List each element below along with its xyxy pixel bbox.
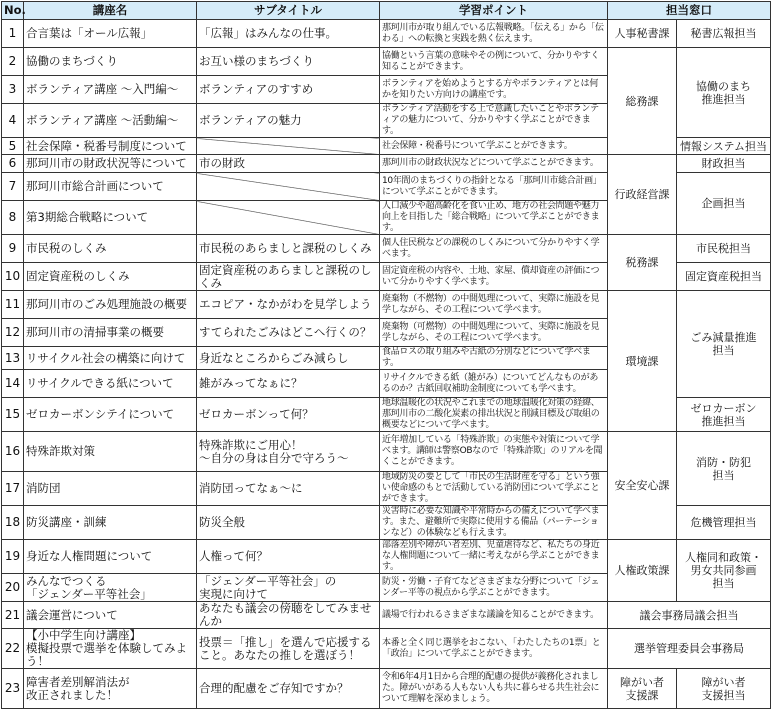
course-title: リサイクル社会の構築に向けて — [24, 347, 197, 370]
learning-point: 本番と全く同じ選挙をおこない、「わたしたちの1票」と「政治」について学ぶことができます。 — [380, 629, 608, 669]
learning-point: 防災・労働・子育てなどさまざまな分野について「ジェンダー平等の視点から学ぶことができます。 — [380, 574, 608, 602]
course-subtitle: 消防団ってなぁ～に — [197, 472, 380, 506]
course-subtitle: 人権って何？ — [197, 540, 380, 574]
table-row — [2, 235, 771, 263]
learning-point: 10年間のまちづくりの指針となる「那珂川市総合計画」について学ぶことができます。 — [380, 173, 608, 201]
row-number: 18 — [2, 506, 24, 540]
course-subtitle: 合理的配慮をご存知ですか？ — [197, 669, 380, 709]
row-number: 15 — [2, 398, 24, 432]
table-body — [2, 20, 771, 709]
course-title: 防災講座・訓練 — [24, 506, 197, 540]
contact-office: 選挙管理委員会事務局 — [608, 629, 771, 669]
table-row — [2, 48, 771, 76]
row-number: 13 — [2, 347, 24, 370]
row-number: 23 — [2, 669, 24, 709]
row-number: 20 — [2, 574, 24, 602]
contact-team: 協働のまち 推進担当 — [677, 48, 771, 138]
learning-point: 個人住民税などの課税のしくみについて分かりやすく学べます。 — [380, 235, 608, 263]
course-subtitle: ゼロカーボンって何？ — [197, 398, 380, 432]
course-subtitle: エコピア・なかがわを見学しよう — [197, 291, 380, 319]
course-title: 那珂川市のごみ処理施設の概要 — [24, 291, 197, 319]
row-number: 16 — [2, 432, 24, 472]
table-row — [2, 20, 771, 48]
course-table — [1, 1, 771, 709]
table-row — [2, 602, 771, 629]
header-subtitle: サブタイトル — [197, 2, 380, 20]
row-number: 3 — [2, 76, 24, 104]
row-number: 22 — [2, 629, 24, 669]
contact-department: 人権政策課 — [608, 540, 677, 602]
course-title: 那珂川市の清掃事業の概要 — [24, 319, 197, 347]
table-row — [2, 291, 771, 319]
course-title: 合言葉は「オール広報」 — [24, 20, 197, 48]
header-title: 講座名 — [24, 2, 197, 20]
contact-team: ゼロカーボン 推進担当 — [677, 398, 771, 432]
learning-point: 部落差別や障がい者差別、児童虐待など、私たちの身近な人権問題について一緒に考えながら学ぶことができます。 — [380, 540, 608, 574]
contact-team: 企画担当 — [677, 173, 771, 235]
learning-point: 協働という言葉の意味やその例について、分かりやすく知ることができます。 — [380, 48, 608, 76]
learning-point: 那珂川市が取り組んでいる広報戦略。「伝える」から「伝わる」への転換と実践を熱く伝えます。 — [380, 20, 608, 48]
course-subtitle: 「広報」はみんなの仕事。 — [197, 20, 380, 48]
course-subtitle: すてられたごみはどこへ行くの？ — [197, 319, 380, 347]
learning-point: 那珂川市の財政状況などについて学ぶことができます。 — [380, 155, 608, 173]
course-title: 身近な人権問題について — [24, 540, 197, 574]
row-number: 21 — [2, 602, 24, 629]
row-number: 17 — [2, 472, 24, 506]
course-title: みんなでつくる 「ジェンダー平等社会」 — [24, 574, 197, 602]
learning-point: リサイクルできる紙（雑がみ）についてどんなものがあるのか？古紙回収補助金制度についても学べます。 — [380, 370, 608, 398]
table-row — [2, 540, 771, 574]
contact-team: ごみ減量推進 担当 — [677, 291, 771, 398]
learning-point: 令和6年4月1日から合理的配慮の提供が義務化されました。障がいがある人もない人も共に暮らせる共生社会について理解を深めましょう。 — [380, 669, 608, 709]
header-point: 学習ポイント — [380, 2, 608, 20]
contact-team: 市民税担当 — [677, 235, 771, 263]
contact-department: 障がい者 支援課 — [608, 669, 677, 709]
course-title: ゼロカーボンシテイについて — [24, 398, 197, 432]
row-number: 11 — [2, 291, 24, 319]
course-subtitle: お互い様のまちづくり — [197, 48, 380, 76]
course-subtitle — [197, 173, 380, 201]
course-title: ボランティア講座 ～活動編～ — [24, 104, 197, 138]
course-title: 固定資産税のしくみ — [24, 263, 197, 291]
course-title: 那珂川市の財政状況等について — [24, 155, 197, 173]
learning-point: 人口減少や超高齢化を食い止め、地方の社会問題や魅力向上を目指した「総合戦略」について学ぶことができます。 — [380, 201, 608, 235]
contact-team: 財政担当 — [677, 155, 771, 173]
learning-point: ボランティアを始めようとする方やボランティアとは何かを知りたい方向けの講座です。 — [380, 76, 608, 104]
course-title: リサイクルできる紙について — [24, 370, 197, 398]
table-row — [2, 432, 771, 472]
course-subtitle: 防災全般 — [197, 506, 380, 540]
row-number: 6 — [2, 155, 24, 173]
row-number: 4 — [2, 104, 24, 138]
table-row — [2, 669, 771, 709]
contact-team: 情報システム担当 — [677, 138, 771, 155]
contact-office: 議会事務局議会担当 — [608, 602, 771, 629]
course-subtitle — [197, 138, 380, 155]
learning-point: ボランティア活動をする上で意識したいことやボランティアの魅力について、分かりやすく学ぶことができます。 — [380, 104, 608, 138]
contact-department: 総務課 — [608, 48, 677, 155]
course-subtitle — [197, 201, 380, 235]
contact-team: 消防・防犯 担当 — [677, 432, 771, 506]
contact-department: 安全安心課 — [608, 432, 677, 540]
row-number: 1 — [2, 20, 24, 48]
row-number: 12 — [2, 319, 24, 347]
row-number: 8 — [2, 201, 24, 235]
row-number: 5 — [2, 138, 24, 155]
course-title: 議会運営について — [24, 602, 197, 629]
course-title: 【小中学生向け講座】 模擬投票で選挙を体験してみよう！ — [24, 629, 197, 669]
learning-point: 災害時に必要な知識や平常時からの備えについて学べます。また、避難所で実際に使用する備品（パーテーションなど）の体験なども行えます。 — [380, 506, 608, 540]
row-number: 9 — [2, 235, 24, 263]
course-subtitle: 市の財政 — [197, 155, 380, 173]
learning-point: 地域防災の要として「市民の生活財産を守る」という強い使命感のもとで活動している消防団について学ぶことができます。 — [380, 472, 608, 506]
course-subtitle: 身近なところからごみ減らし — [197, 347, 380, 370]
course-title: 市民税のしくみ — [24, 235, 197, 263]
learning-point: 廃棄物（可燃物）の中間処理について、実際に施設を見学しながら、その工程について学べます。 — [380, 319, 608, 347]
learning-point: 社会保障・税番号について学ぶことができます。 — [380, 138, 608, 155]
course-subtitle: 投票＝「推し」を選んで応援すること。あなたの推しを選ぼう！ — [197, 629, 380, 669]
learning-point: 廃棄物（不燃物）の中間処理について、実際に施設を見学しながら、その工程について学べます。 — [380, 291, 608, 319]
learning-point: 固定資産税の内容や、土地、家屋、償却資産の評価について分かりやすく学べます。 — [380, 263, 608, 291]
course-title: ボランティア講座 ～入門編～ — [24, 76, 197, 104]
course-title: 社会保障・税番号制度について — [24, 138, 197, 155]
row-number: 19 — [2, 540, 24, 574]
course-title: 障害者差別解消法が 改正されました！ — [24, 669, 197, 709]
contact-department: 人事秘書課 — [608, 20, 677, 48]
contact-team: 障がい者 支援担当 — [677, 669, 771, 709]
course-subtitle: あなたも議会の傍聴をしてみませんか — [197, 602, 380, 629]
contact-team: 危機管理担当 — [677, 506, 771, 540]
course-title: 消防団 — [24, 472, 197, 506]
course-subtitle: ボランティアの魅力 — [197, 104, 380, 138]
contact-department: 行政経営課 — [608, 155, 677, 235]
row-number: 7 — [2, 173, 24, 201]
course-title: 那珂川市総合計画について — [24, 173, 197, 201]
row-number: 14 — [2, 370, 24, 398]
course-subtitle: 市民税のあらましと課税のしくみ — [197, 235, 380, 263]
learning-point: 地球温暖化の状況やこれまでの地球温暖化対策の経緯、那珂川市の二酸化炭素の排出状況と削減目標及び取組の概要などについて学べます。 — [380, 398, 608, 432]
course-title: 協働のまちづくり — [24, 48, 197, 76]
contact-department: 環境課 — [608, 291, 677, 432]
learning-point: 議場で行われるさまざまな議論を知ることができます。 — [380, 602, 608, 629]
table-row — [2, 629, 771, 669]
course-subtitle: 雑がみってなぁに？ — [197, 370, 380, 398]
learning-point: 近年増加している「特殊詐欺」の実態や対策について学べます。講師は警察OBなので「特殊詐欺」のリアルを聞くことができます。 — [380, 432, 608, 472]
course-subtitle: 固定資産税のあらましと課税のしくみ — [197, 263, 380, 291]
course-subtitle: ボランティアのすすめ — [197, 76, 380, 104]
row-number: 10 — [2, 263, 24, 291]
contact-team: 秘書広報担当 — [677, 20, 771, 48]
course-subtitle: 「ジェンダー平等社会」の 実現に向けて — [197, 574, 380, 602]
course-title: 第3期総合戦略について — [24, 201, 197, 235]
course-subtitle: 特殊詐欺にご用心！ ～自分の身は自分で守ろう～ — [197, 432, 380, 472]
header-contact: 担当窓口 — [608, 2, 771, 20]
row-number: 2 — [2, 48, 24, 76]
header-row — [2, 2, 771, 20]
course-title: 特殊詐欺対策 — [24, 432, 197, 472]
header-no: No. — [2, 2, 24, 20]
contact-department: 税務課 — [608, 235, 677, 291]
contact-team: 人権同和政策・ 男女共同参画 担当 — [677, 540, 771, 602]
table-row — [2, 155, 771, 173]
contact-team: 固定資産税担当 — [677, 263, 771, 291]
learning-point: 食品ロスの取り組みや古紙の分別などについて学べます。 — [380, 347, 608, 370]
